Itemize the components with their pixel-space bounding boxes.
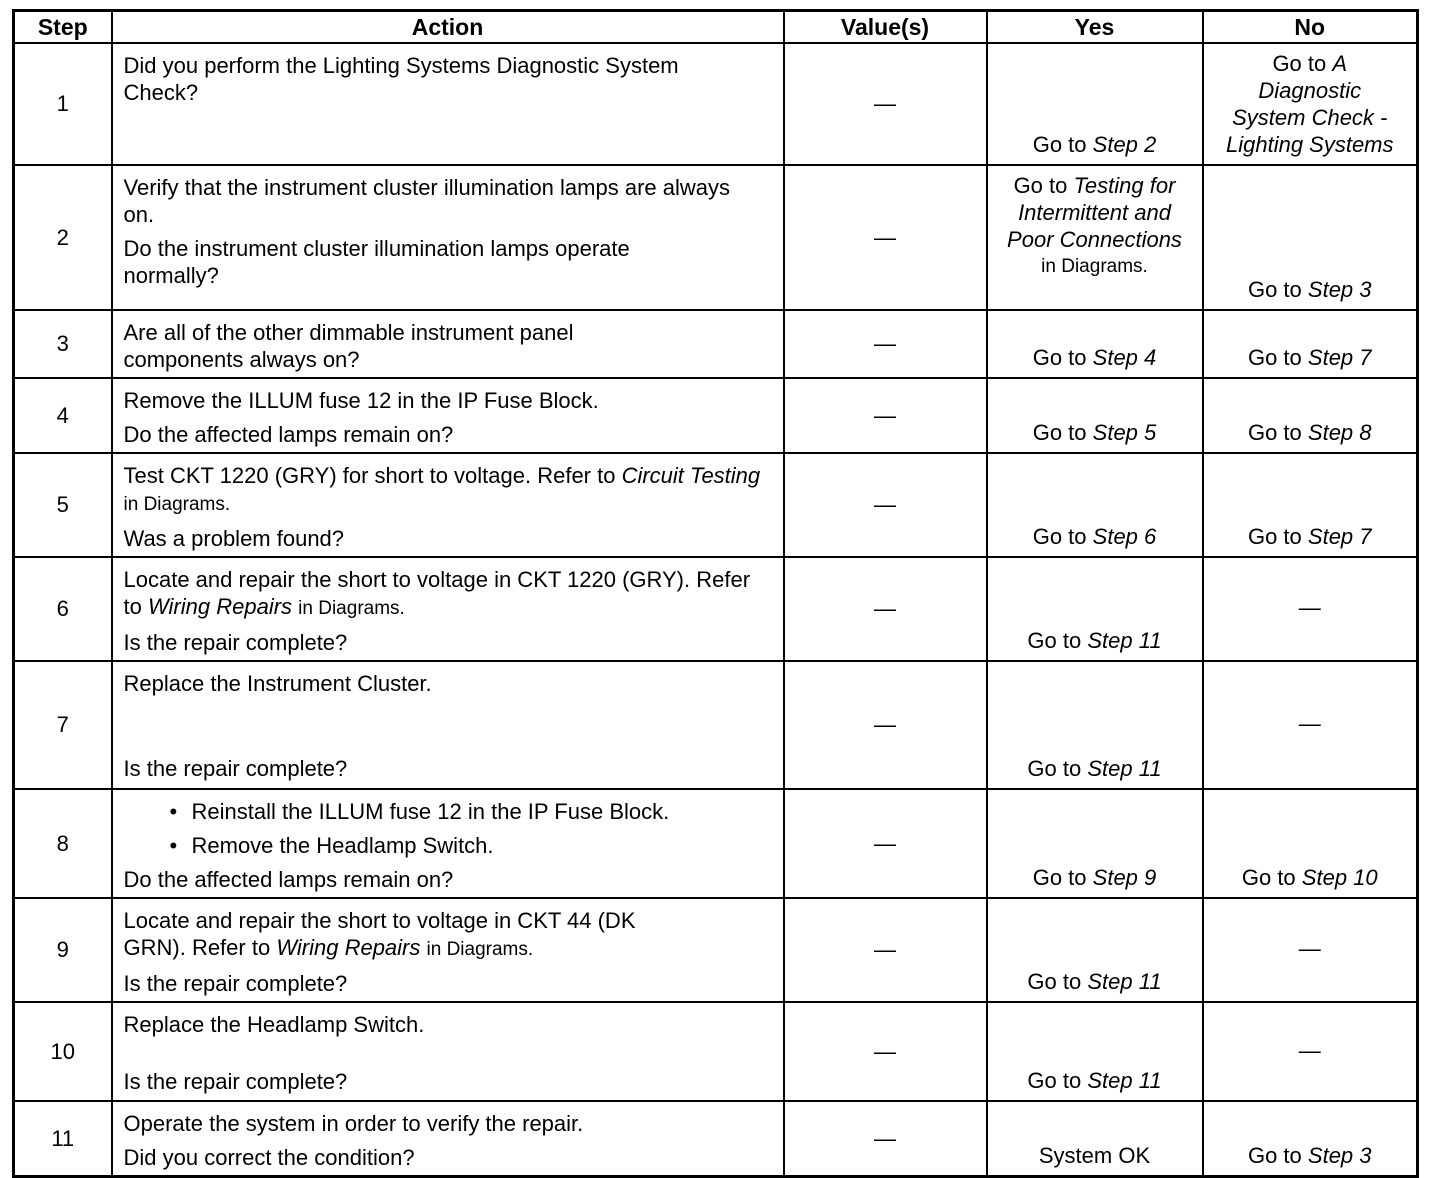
go-to-label: Go to — [1032, 865, 1087, 890]
go-to-label: Go to — [1247, 420, 1302, 445]
reference-suffix: in Diagrams. — [298, 598, 405, 619]
step-number: 6 — [14, 557, 112, 661]
action-cell — [112, 378, 784, 453]
yes-cell — [987, 789, 1203, 898]
action-cell — [112, 1101, 784, 1177]
step-number: 2 — [14, 165, 112, 310]
yes-step-ref: Step 11 — [1087, 969, 1162, 994]
reference-suffix: in Diagrams. — [426, 939, 534, 960]
table-row — [14, 1002, 1418, 1101]
yes-step-ref: Step 11 — [1087, 628, 1162, 653]
action-question: Do the affected lamps remain on? — [123, 867, 454, 892]
no-ref-line: Diagnostic — [1258, 78, 1362, 103]
action-cell — [112, 1002, 784, 1101]
value-cell: — — [784, 378, 987, 453]
action-question: Are all of the other dimmable instrument panel components always on? — [123, 320, 574, 372]
yes-cell — [987, 453, 1203, 557]
action-question: Was a problem found? — [123, 526, 345, 551]
action-text — [124, 462, 773, 518]
action-cell — [112, 310, 784, 378]
action-text: Did you perform the Lighting Systems Diagnostic System Check? — [123, 53, 679, 105]
no-step-ref: Step 8 — [1307, 420, 1372, 445]
no-step-ref: Step 7 — [1307, 524, 1372, 549]
no-cell — [1203, 1101, 1418, 1177]
table-row — [14, 43, 1418, 165]
no-cell: — — [1203, 661, 1418, 789]
action-cell — [112, 898, 784, 1002]
no-text-line: Go to A — [1272, 51, 1348, 76]
action-cell — [112, 43, 784, 165]
action-question: Did you correct the condition? — [123, 1145, 415, 1170]
go-to-label: Go to — [1027, 628, 1082, 653]
go-to-label: Go to — [1032, 345, 1087, 370]
no-cell — [1203, 378, 1418, 453]
table-row — [14, 453, 1418, 557]
action-cell — [112, 453, 784, 557]
value-cell: — — [784, 310, 987, 378]
action-question: Is the repair complete? — [123, 1069, 348, 1094]
no-cell: — — [1203, 1002, 1418, 1101]
action-question: Is the repair complete? — [123, 630, 348, 655]
value-cell: — — [784, 789, 987, 898]
go-to-label: Go to — [1247, 1143, 1302, 1168]
no-cell — [1203, 310, 1418, 378]
go-to-label: Go to — [1032, 132, 1087, 157]
table-row — [14, 661, 1418, 789]
go-to-label: Go to — [1272, 51, 1327, 76]
step-number: 11 — [14, 1101, 112, 1177]
action-question: Is the repair complete? — [123, 756, 348, 781]
value-cell: — — [784, 1101, 987, 1177]
go-to-label: Go to — [1027, 1068, 1082, 1093]
action-text-part: Locate and repair the short to voltage in CKT 1220 (GRY). Refer to — [123, 567, 751, 619]
value-cell: — — [784, 898, 987, 1002]
action-question: Do the affected lamps remain on? — [123, 422, 454, 447]
step-number: 1 — [14, 43, 112, 165]
yes-text-line: in Diagrams. — [1041, 256, 1148, 277]
action-text-part: Test CKT 1220 (GRY) for short to voltage. Refer to — [123, 463, 622, 488]
value-cell: — — [784, 165, 987, 310]
action-text — [124, 907, 773, 963]
action-stack — [124, 1011, 773, 1095]
go-to-label: Go to — [1247, 277, 1302, 302]
no-ref-line: System Check - — [1232, 105, 1388, 130]
yes-cell — [987, 43, 1203, 165]
action-text: Replace the Headlamp Switch. — [123, 1012, 425, 1037]
step-number: 7 — [14, 661, 112, 789]
header-action: Action — [112, 11, 784, 44]
yes-step-ref: Step 5 — [1092, 420, 1157, 445]
no-step-ref: Step 10 — [1301, 865, 1378, 890]
header-no: No — [1203, 11, 1418, 44]
action-cell — [112, 165, 784, 310]
action-text: Operate the system in order to verify the repair. — [123, 1111, 584, 1136]
yes-cell — [987, 310, 1203, 378]
yes-step-ref: Step 4 — [1092, 345, 1157, 370]
go-to-label: Go to — [1032, 524, 1087, 549]
go-to-label: Go to — [1027, 969, 1082, 994]
yes-cell: System OK — [987, 1101, 1203, 1177]
table-row — [14, 557, 1418, 661]
step-number: 8 — [14, 789, 112, 898]
yes-step-ref: Step 11 — [1087, 1068, 1162, 1093]
yes-cell — [987, 1002, 1203, 1101]
table-row — [14, 310, 1418, 378]
go-to-label: Go to — [1027, 756, 1082, 781]
action-cell — [112, 557, 784, 661]
go-to-label: Go to — [1013, 173, 1068, 198]
yes-cell — [987, 661, 1203, 789]
action-cell — [112, 661, 784, 789]
value-cell: — — [784, 1002, 987, 1101]
table-row — [14, 898, 1418, 1002]
step-number: 9 — [14, 898, 112, 1002]
action-text — [124, 566, 773, 622]
header-yes: Yes — [987, 11, 1203, 44]
no-step-ref: Step 7 — [1307, 345, 1372, 370]
go-to-label: Go to — [1032, 420, 1087, 445]
go-to-label: Go to — [1247, 524, 1302, 549]
action-cell — [112, 789, 784, 898]
go-to-label: Go to — [1247, 345, 1302, 370]
header-row — [14, 11, 1418, 44]
header-values: Value(s) — [784, 11, 987, 44]
step-number: 3 — [14, 310, 112, 378]
table-row — [14, 1101, 1418, 1177]
header-step: Step — [14, 11, 112, 44]
yes-step-ref: Step 6 — [1092, 524, 1157, 549]
action-text: Verify that the instrument cluster illumination lamps are always on. — [123, 175, 730, 227]
value-cell: — — [784, 557, 987, 661]
no-cell — [1203, 789, 1418, 898]
no-step-ref: Step 3 — [1307, 277, 1372, 302]
reference-link: Circuit Testing — [621, 463, 761, 488]
bullet-item: • Reinstall the ILLUM fuse 12 in the IP Fuse Block. — [148, 798, 773, 825]
step-number: 5 — [14, 453, 112, 557]
value-cell: — — [784, 661, 987, 789]
no-cell — [1203, 43, 1418, 165]
yes-ref-line: Poor Connections — [1007, 227, 1182, 252]
no-cell: — — [1203, 557, 1418, 661]
action-text-part: Locate and repair the short to voltage in CKT 44 (DK GRN). Refer to — [123, 908, 636, 960]
action-stack — [124, 670, 773, 782]
table-row — [14, 165, 1418, 310]
go-to-label: Go to — [1241, 865, 1296, 890]
no-cell — [1203, 165, 1418, 310]
action-question: Do the instrument cluster illumination lamps operate normally? — [123, 236, 630, 288]
no-cell: — — [1203, 898, 1418, 1002]
action-text: Replace the Instrument Cluster. — [123, 671, 432, 696]
yes-cell — [987, 378, 1203, 453]
reference-link: Wiring Repairs — [147, 594, 293, 619]
yes-step-ref: Step 2 — [1092, 132, 1157, 157]
reference-link: Wiring Repairs — [276, 935, 421, 960]
bullet-item: • Remove the Headlamp Switch. — [148, 832, 773, 859]
yes-step-ref: Step 9 — [1092, 865, 1157, 890]
value-cell: — — [784, 453, 987, 557]
step-number: 10 — [14, 1002, 112, 1101]
action-question: Is the repair complete? — [123, 971, 348, 996]
no-step-ref: Step 3 — [1307, 1143, 1372, 1168]
value-cell: — — [784, 43, 987, 165]
diagnostic-table — [12, 9, 1419, 1178]
yes-cell — [987, 557, 1203, 661]
step-number: 4 — [14, 378, 112, 453]
reference-suffix: in Diagrams. — [123, 494, 231, 515]
no-cell — [1203, 453, 1418, 557]
yes-cell — [987, 165, 1203, 310]
table-row — [14, 789, 1418, 898]
table-row — [14, 378, 1418, 453]
yes-cell — [987, 898, 1203, 1002]
yes-step-ref: Step 11 — [1087, 756, 1162, 781]
no-ref-line: Lighting Systems — [1225, 132, 1394, 157]
yes-text-line: Go to Testing for — [1013, 173, 1176, 198]
yes-ref-line: Intermittent and — [1018, 200, 1171, 225]
action-text: Remove the ILLUM fuse 12 in the IP Fuse Block. — [123, 388, 599, 413]
